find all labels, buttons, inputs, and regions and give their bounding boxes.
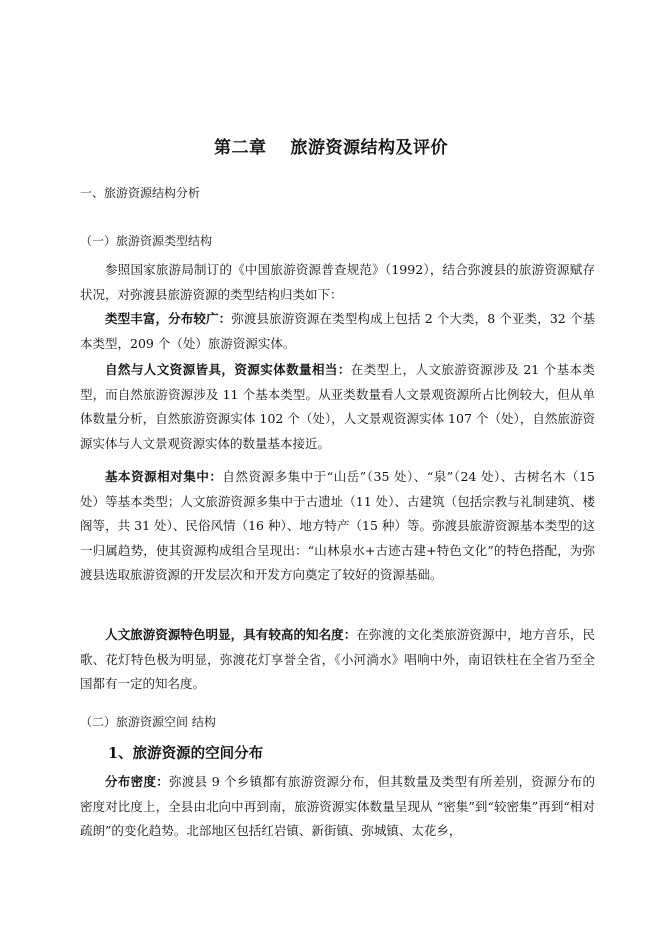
subsection-heading-spatial-structure: （二）旅游资源空间 结构: [80, 715, 216, 729]
paragraph-lead: 类型丰富，分布较广：: [105, 311, 232, 326]
intro-paragraph: 参照国家旅游局制订的《中国旅游资源普查规范》（1992），结合弥渡县的旅游资源赋存状况，对弥渡县旅游资源的类型结构归类如下：: [80, 262, 595, 302]
paragraph-resource-concentration: [80, 465, 595, 588]
paragraph-cultural-features: [80, 623, 595, 697]
paragraph-body: 弥渡县旅游资源在类型构成上包括 2 个大类，8 个亚类，32 个基本类型，209 个（处）旅游资源实体。: [80, 311, 595, 351]
paragraph-lead: 分布密度：: [105, 774, 170, 789]
paragraph-body: 在弥渡的文化类旅游资源中，地方音乐，民歌、花灯特色极为明显，弥渡花灯享誉全省，《小河淌水》唱响中外，南诏铁柱在全省乃至全国都有一定的知名度。: [80, 627, 595, 691]
paragraph-nature-culture: [80, 358, 595, 456]
paragraph-lead: 自然与人文资源皆具，资源实体数量相当：: [105, 362, 351, 377]
subheading-spatial-distribution: 1、旅游资源的空间分布: [108, 745, 264, 762]
paragraph-body: 自然资源多集中于“山岳”（35 处）、“泉”（24 处）、古树名木（15 处）等基本类型；人文旅游资源多集中于古遗址（11 处）、古建筑（包括宗教与礼制建筑、楼阁等，共 31 处）、民俗风情（16 种）、地方特产（15 种）等。弥渡县旅游资源基本类型的这一归属趋势，使其资源构成组合呈现出：“山林泉水+古迹古建+特色文化”的特色搭配，为弥渡县选取旅游资源的开发层次和开发方向奠定了较好的资源基础。: [80, 469, 595, 582]
paragraph-rich-types: [80, 307, 595, 356]
paragraph-lead: 基本资源相对集中：: [105, 469, 223, 484]
paragraph-distribution-density: [80, 770, 595, 844]
paragraph-lead: 人文旅游资源特色明显，具有较高的知名度：: [105, 627, 357, 642]
chapter-title: 第二章 旅游资源结构及评价: [214, 138, 448, 158]
section-heading-structure-analysis: 一、旅游资源结构分析: [80, 186, 201, 200]
subsection-heading-type-structure: （一）旅游资源类型结构: [80, 234, 213, 248]
paragraph-body: 在类型上，人文旅游资源涉及 21 个基本类型，而自然旅游资源涉及 11 个基本类型。从亚类数量看人文景观资源所占比例较大，但从单体数量分析，自然旅游资源实体 102 个（处），人文景观资源实体 107 个（处），自然旅游资源实体与人文景观资源实体的数量基本接近。: [80, 362, 595, 451]
paragraph-body: 弥渡县 9 个乡镇都有旅游资源分布，但其数量及类型有所差别，资源分布的密度对比度上，全县由北向中再到南，旅游资源实体数量呈现从 “密集”到“较密集”再到“相对疏朗”的变化趋势。北部地区包括红岩镇、新街镇、弥城镇、太花乡，: [80, 774, 595, 838]
